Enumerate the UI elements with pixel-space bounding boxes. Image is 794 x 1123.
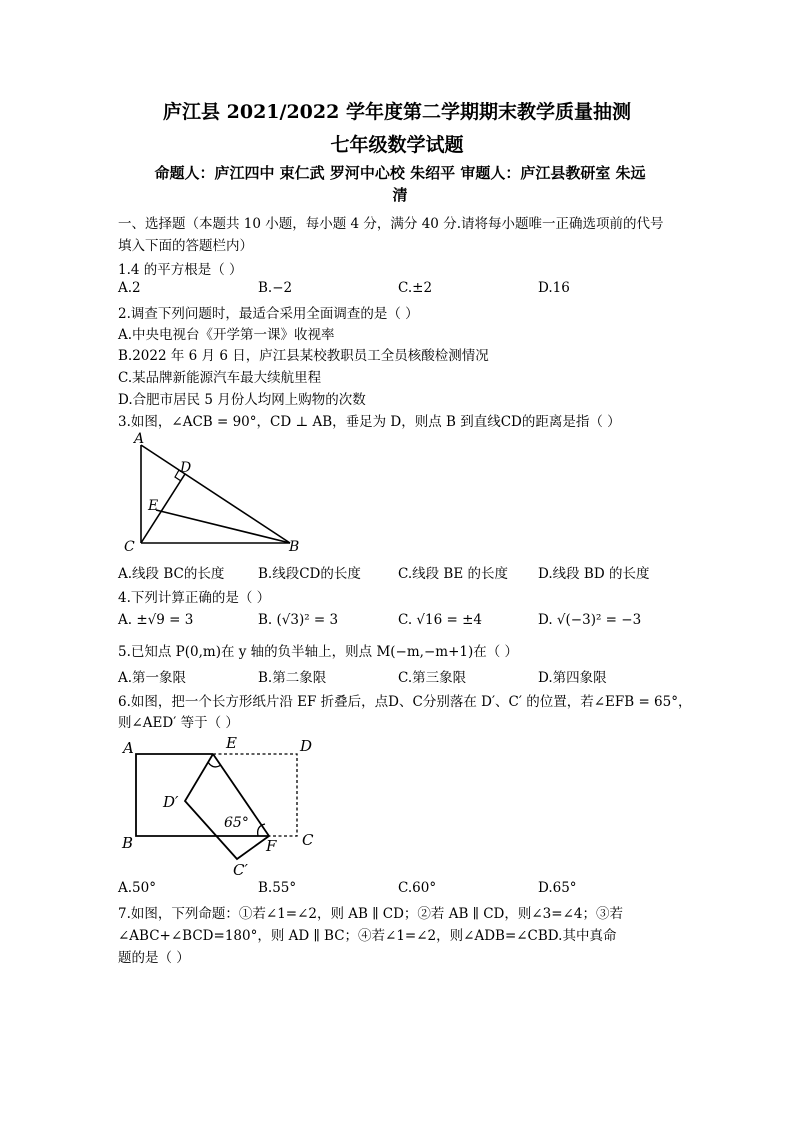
question-6-option-b: B.55° (258, 880, 297, 896)
question-6-option-d: D.65° (538, 880, 577, 896)
question-3-option-b: B.线段CD的长度 (258, 566, 361, 582)
question-2-option-c: C.某品牌新能源汽车最大续航里程 (118, 370, 322, 386)
label-b: B (122, 834, 134, 852)
question-7-stem-line-1: 7.如图，下列命题：①若∠1=∠2，则 AB ∥ CD；②若 AB ∥ CD，则∠3=∠4；③若 (118, 906, 623, 922)
folded-flap (185, 754, 269, 859)
question-4-stem: 4.下列计算正确的是（ ） (118, 590, 271, 606)
question-5-option-c: C.第三象限 (398, 670, 467, 686)
authors-info (120, 162, 680, 206)
question-6-figure (118, 732, 328, 878)
question-1-option-a: A.2 (118, 280, 141, 296)
authors-line-1: 命题人：庐江四中 束仁武 罗河中心校 朱绍平 审题人：庐江县教研室 朱远 (154, 164, 646, 182)
segment-ab (141, 445, 290, 543)
label-d: D (300, 737, 313, 755)
question-1-stem: 1.4 的平方根是（ ） (118, 262, 243, 278)
label-c: C (124, 539, 135, 555)
label-a: A (123, 739, 134, 757)
question-7-stem-line-2: ∠ABC+∠BCD=180°，则 AD ∥ BC；④若∠1=∠2，则∠ADB=∠CBD.其中真命 (118, 928, 617, 944)
question-1-option-c: C.±2 (398, 280, 433, 296)
question-3-option-d: D.线段 BD 的长度 (538, 566, 650, 582)
question-6-option-c: C.60° (398, 880, 437, 896)
question-1-option-b: B.−2 (258, 280, 293, 296)
question-6-stem-line-2: 则∠AED′ 等于（ ） (118, 715, 239, 731)
label-angle-65: 65° (224, 815, 249, 831)
question-3-option-c: C.线段 BE 的长度 (398, 566, 508, 582)
question-5-option-a: A.第一象限 (118, 670, 187, 686)
question-5-option-b: B.第二象限 (258, 670, 327, 686)
question-2-option-a: A.中央电视台《开学第一课》收视率 (118, 327, 335, 343)
question-5-option-d: D.第四象限 (538, 670, 607, 686)
question-3-option-a: A.线段 BC的长度 (118, 566, 225, 582)
question-4-option-c: C. √16 = ±4 (398, 612, 483, 628)
section-heading-line-2: 填入下面的答题栏内） (118, 238, 253, 254)
question-2-option-d: D.合肥市居民 5 月份人均网上购物的次数 (118, 392, 366, 408)
segment-be (156, 510, 290, 543)
label-b: B (289, 539, 300, 555)
question-5-stem: 5.已知点 P(0,m)在 y 轴的负半轴上，则点 M(−m,−m+1)在（ ） (118, 644, 519, 660)
question-4-option-b: B. (√3)² = 3 (258, 612, 339, 628)
label-a: A (134, 431, 145, 447)
label-e: E (148, 498, 159, 514)
question-4-option-d: D. √(−3)² = −3 (538, 612, 642, 628)
question-6-option-a: A.50° (118, 880, 156, 896)
question-6-stem-line-1: 6.如图，把一个长方形纸片沿 EF 折叠后，点D、C分别落在 D′、C′ 的位置，若∠EFB = 65°， (118, 694, 692, 710)
label-c: C (302, 831, 314, 849)
label-c-prime: C′ (233, 861, 248, 878)
question-7-stem-line-3: 题的是（ ） (118, 950, 190, 966)
question-4-option-a: A. ±√9 = 3 (118, 612, 194, 628)
label-d-prime: D′ (163, 793, 179, 811)
question-2-option-b: B.2022 年 6 月 6 日，庐江县某校教职员工全员核酸检测情况 (118, 348, 489, 364)
rectangle-left-part (136, 754, 269, 836)
exam-title: 庐江县 2021/2022 学年度第二学期期末教学质量抽测 (163, 101, 631, 123)
exam-subtitle: 七年级数学试题 (330, 134, 464, 156)
authors-line-2: 清 (392, 186, 408, 204)
label-d: D (180, 460, 192, 476)
section-heading-line-1: 一、选择题（本题共 10 小题，每小题 4 分，满分 40 分.请将每小题唯一正确选项前的代号 (118, 216, 664, 232)
question-3-figure (118, 430, 318, 556)
question-2-stem: 2.调查下列问题时，最适合采用全面调查的是（ ） (118, 306, 419, 322)
label-e: E (226, 734, 237, 752)
question-1-option-d: D.16 (538, 280, 570, 296)
question-3-stem: 3.如图，∠ACB = 90°，CD ⊥ AB，垂足为 D，则点 B 到直线CD的距离是指（ ） (118, 414, 621, 430)
label-f: F (266, 837, 277, 855)
